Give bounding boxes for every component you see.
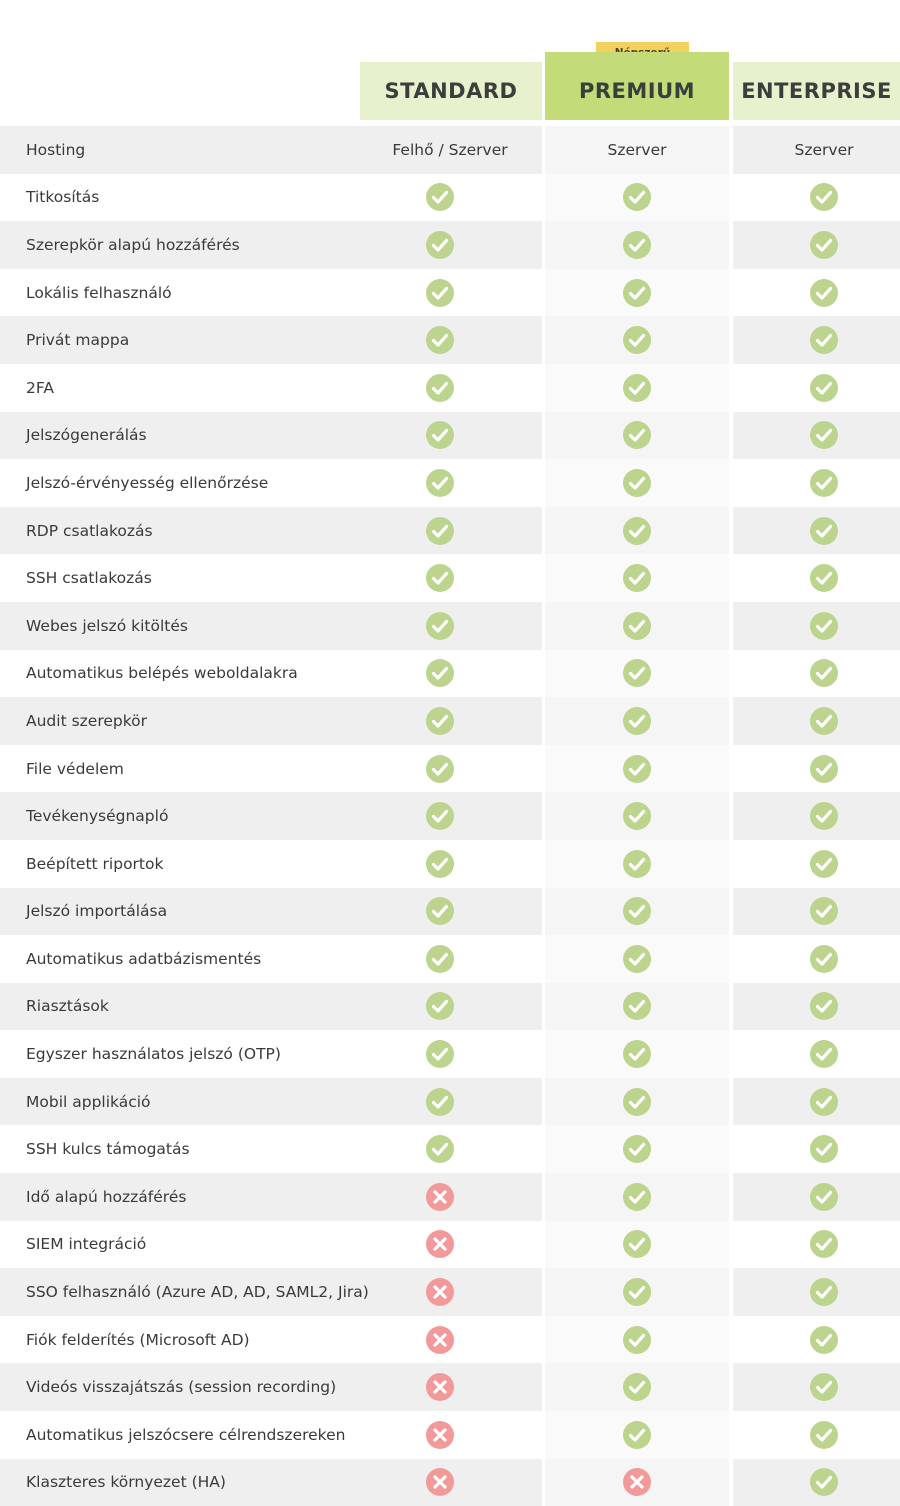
enterprise-check-icon xyxy=(733,174,900,222)
feature-label: Riasztások xyxy=(26,997,109,1016)
table-row xyxy=(0,983,900,1031)
table-row xyxy=(0,1125,900,1173)
feature-label: Lokális felhasználó xyxy=(26,283,172,302)
table-row xyxy=(0,1078,900,1126)
premium-value: Szerver xyxy=(607,140,667,159)
table-row xyxy=(0,935,900,983)
standard-check-icon xyxy=(360,1125,520,1173)
standard-check-icon xyxy=(360,697,520,745)
enterprise-check-icon xyxy=(733,745,900,793)
premium-check-icon xyxy=(545,650,729,698)
enterprise-check-icon xyxy=(733,269,900,317)
premium-check-icon xyxy=(545,1078,729,1126)
premium-check-icon xyxy=(545,935,729,983)
table-row xyxy=(0,554,900,602)
enterprise-check-icon xyxy=(733,697,900,745)
standard-check-icon xyxy=(360,412,520,460)
premium-check-icon xyxy=(545,459,729,507)
enterprise-check-icon xyxy=(733,983,900,1031)
enterprise-check-icon xyxy=(733,1125,900,1173)
premium-check-icon xyxy=(545,174,729,222)
table-row xyxy=(0,650,900,698)
table-row xyxy=(0,126,900,174)
enterprise-check-icon xyxy=(733,412,900,460)
enterprise-check-icon xyxy=(733,1316,900,1364)
feature-comparison-table xyxy=(0,126,900,1506)
feature-label: Tevékenységnapló xyxy=(26,807,169,826)
table-row xyxy=(0,888,900,936)
premium-check-icon xyxy=(545,697,729,745)
plan-name-standard: STANDARD xyxy=(384,79,518,103)
premium-check-icon xyxy=(545,1125,729,1173)
premium-check-icon xyxy=(545,983,729,1031)
feature-label: Automatikus jelszócsere célrendszereken xyxy=(26,1425,346,1444)
standard-check-icon xyxy=(360,745,520,793)
standard-cross-icon xyxy=(360,1173,520,1221)
premium-check-icon xyxy=(545,745,729,793)
feature-label: Jelszógenerálás xyxy=(26,426,147,445)
enterprise-check-icon xyxy=(733,1173,900,1221)
table-row xyxy=(0,1173,900,1221)
standard-check-icon xyxy=(360,507,520,555)
premium-check-icon xyxy=(545,1411,729,1459)
premium-check-icon xyxy=(545,602,729,650)
standard-check-icon xyxy=(360,840,520,888)
enterprise-check-icon xyxy=(733,602,900,650)
standard-check-icon xyxy=(360,459,520,507)
enterprise-check-icon xyxy=(733,1221,900,1269)
table-row xyxy=(0,1316,900,1364)
standard-cross-icon xyxy=(360,1316,520,1364)
premium-check-icon xyxy=(545,1363,729,1411)
table-row xyxy=(0,459,900,507)
enterprise-check-icon xyxy=(733,1078,900,1126)
feature-label: Egyszer használatos jelszó (OTP) xyxy=(26,1045,281,1064)
table-row xyxy=(0,697,900,745)
enterprise-check-icon xyxy=(733,1030,900,1078)
enterprise-check-icon xyxy=(733,840,900,888)
premium-check-icon xyxy=(545,1030,729,1078)
table-row xyxy=(0,602,900,650)
table-row xyxy=(0,792,900,840)
feature-label: Webes jelszó kitöltés xyxy=(26,616,188,635)
feature-label: RDP csatlakozás xyxy=(26,521,153,540)
premium-check-icon xyxy=(545,269,729,317)
standard-check-icon xyxy=(360,221,520,269)
plan-name-premium: PREMIUM xyxy=(578,79,696,103)
premium-check-icon xyxy=(545,1173,729,1221)
feature-label: File védelem xyxy=(26,759,124,778)
premium-check-icon xyxy=(545,792,729,840)
standard-check-icon xyxy=(360,174,520,222)
enterprise-check-icon xyxy=(733,935,900,983)
standard-check-icon xyxy=(360,269,520,317)
standard-check-icon xyxy=(360,888,520,936)
feature-label: Jelszó importálása xyxy=(26,902,168,921)
table-row xyxy=(0,1030,900,1078)
premium-check-icon xyxy=(545,554,729,602)
premium-check-icon xyxy=(545,1221,729,1269)
feature-label: Mobil applikáció xyxy=(26,1092,151,1111)
feature-label: SSO felhasználó (Azure AD, AD, SAML2, Jira) xyxy=(26,1283,369,1302)
premium-check-icon xyxy=(545,221,729,269)
feature-label: SSH csatlakozás xyxy=(26,569,152,588)
table-row xyxy=(0,1459,900,1506)
feature-label: SSH kulcs támogatás xyxy=(26,1140,190,1159)
enterprise-check-icon xyxy=(733,888,900,936)
standard-cross-icon xyxy=(360,1459,520,1506)
table-row xyxy=(0,316,900,364)
standard-check-icon xyxy=(360,602,520,650)
standard-cross-icon xyxy=(360,1363,520,1411)
table-row xyxy=(0,174,900,222)
standard-cross-icon xyxy=(360,1411,520,1459)
feature-label: Fiók felderítés (Microsoft AD) xyxy=(26,1330,250,1349)
standard-check-icon xyxy=(360,316,520,364)
enterprise-value: Szerver xyxy=(794,140,854,159)
premium-check-icon xyxy=(545,840,729,888)
feature-label: Idő alapú hozzáférés xyxy=(26,1187,187,1206)
feature-label: Videós visszajátszás (session recording) xyxy=(26,1378,337,1397)
standard-check-icon xyxy=(360,650,520,698)
table-row xyxy=(0,840,900,888)
premium-check-icon xyxy=(545,888,729,936)
standard-check-icon xyxy=(360,364,520,412)
enterprise-check-icon xyxy=(733,1411,900,1459)
standard-check-icon xyxy=(360,935,520,983)
enterprise-check-icon xyxy=(733,1363,900,1411)
premium-check-icon xyxy=(545,1268,729,1316)
table-row xyxy=(0,1411,900,1459)
feature-label: Automatikus belépés weboldalakra xyxy=(26,664,298,683)
plan-header-standard xyxy=(360,62,542,120)
enterprise-check-icon xyxy=(733,507,900,555)
standard-cross-icon xyxy=(360,1221,520,1269)
standard-check-icon xyxy=(360,792,520,840)
table-row xyxy=(0,745,900,793)
plan-header-enterprise xyxy=(733,62,900,120)
premium-check-icon xyxy=(545,507,729,555)
premium-check-icon xyxy=(545,412,729,460)
feature-label: SIEM integráció xyxy=(26,1235,147,1254)
standard-value: Felhő / Szerver xyxy=(392,140,508,159)
feature-label: 2FA xyxy=(26,378,54,397)
feature-label: Beépített riportok xyxy=(26,854,164,873)
feature-label: Privát mappa xyxy=(26,331,130,350)
table-row xyxy=(0,1363,900,1411)
table-row xyxy=(0,412,900,460)
enterprise-check-icon xyxy=(733,364,900,412)
enterprise-check-icon xyxy=(733,459,900,507)
enterprise-check-icon xyxy=(733,1268,900,1316)
table-row xyxy=(0,269,900,317)
standard-check-icon xyxy=(360,1030,520,1078)
feature-label: Audit szerepkör xyxy=(26,711,148,730)
enterprise-check-icon xyxy=(733,792,900,840)
table-row xyxy=(0,1221,900,1269)
premium-check-icon xyxy=(545,364,729,412)
feature-label: Klaszteres környezet (HA) xyxy=(26,1473,226,1492)
premium-cross-icon xyxy=(545,1459,729,1506)
feature-label: Titkosítás xyxy=(26,188,100,207)
premium-check-icon xyxy=(545,1316,729,1364)
feature-label: Hosting xyxy=(26,140,86,159)
enterprise-check-icon xyxy=(733,316,900,364)
table-row xyxy=(0,221,900,269)
feature-label: Szerepkör alapú hozzáférés xyxy=(26,235,240,254)
table-row xyxy=(0,364,900,412)
plan-name-enterprise: ENTERPRISE xyxy=(741,79,892,103)
feature-label: Jelszó-érvényesség ellenőrzése xyxy=(26,473,269,492)
enterprise-check-icon xyxy=(733,554,900,602)
premium-check-icon xyxy=(545,316,729,364)
enterprise-check-icon xyxy=(733,650,900,698)
standard-check-icon xyxy=(360,1078,520,1126)
enterprise-check-icon xyxy=(733,221,900,269)
standard-cross-icon xyxy=(360,1268,520,1316)
feature-label: Automatikus adatbázismentés xyxy=(26,949,262,968)
standard-check-icon xyxy=(360,554,520,602)
enterprise-check-icon xyxy=(733,1459,900,1506)
standard-check-icon xyxy=(360,983,520,1031)
plan-header-premium xyxy=(545,52,729,120)
table-row xyxy=(0,507,900,555)
table-row xyxy=(0,1268,900,1316)
